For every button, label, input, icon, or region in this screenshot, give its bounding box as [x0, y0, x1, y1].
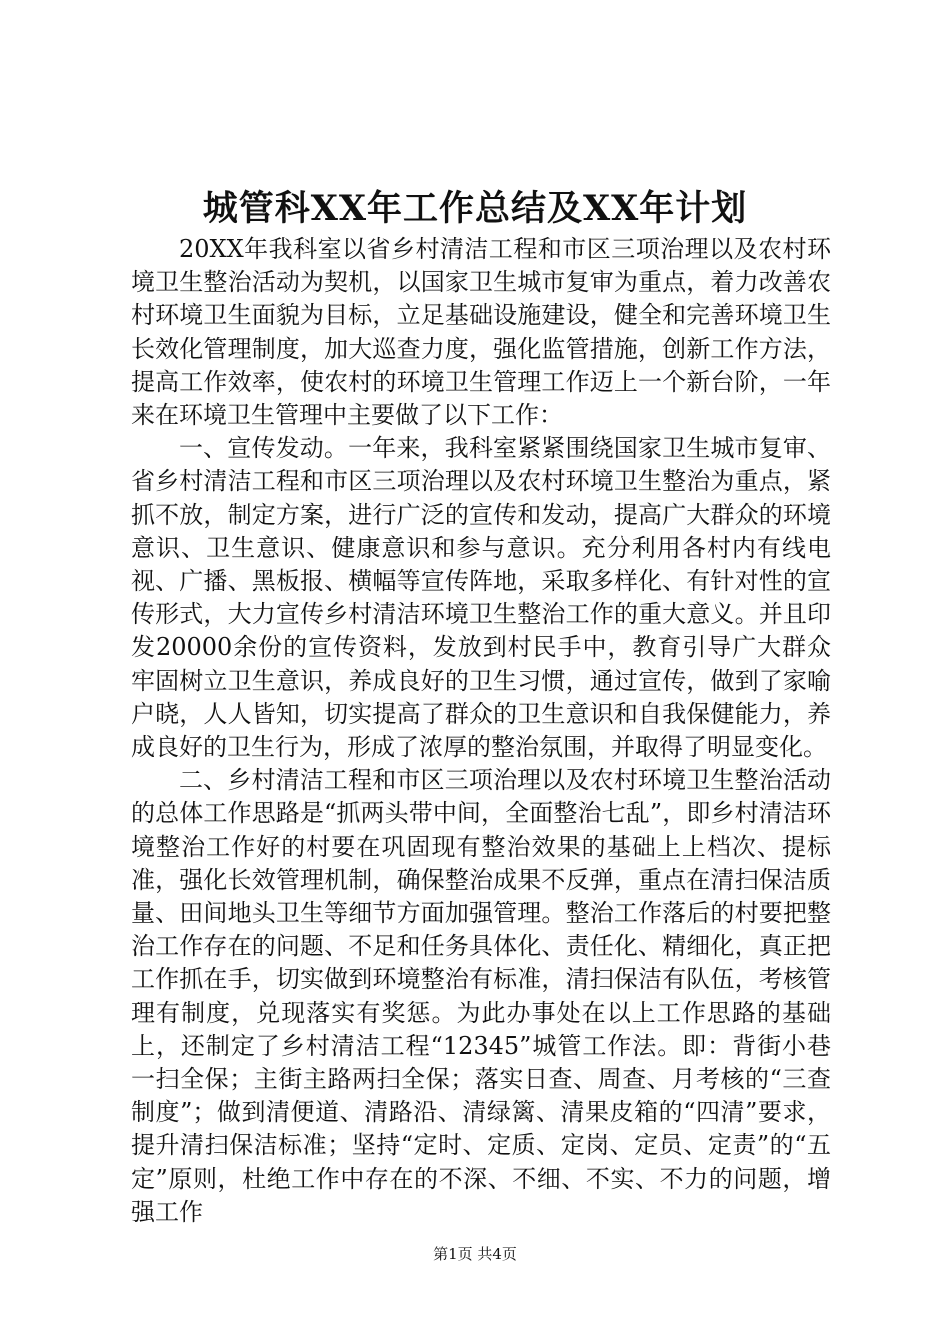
paragraph-intro: 20XX年我科室以省乡村清洁工程和市区三项治理以及农村环境卫生整治活动为契机，以国家卫生城市复审为重点，着力改善农村环境卫生面貌为目标，立足基础设施建设，健全和完善环境卫生长效化管理制度，加大巡查力度，强化监管措施，创新工作方法，提高工作效率，使农村的环境卫生管理工作迈上一个新台阶，一年来在环境卫生管理中主要做了以下工作： — [131, 235, 831, 430]
page-number-footer: 第1页 共4页 — [433, 1245, 517, 1263]
paragraph-section-1: 一、宣传发动。一年来，我科室紧紧围绕国家卫生城市复审、省乡村清洁工程和市区三项治理以及农村环境卫生整治为重点，紧抓不放，制定方案，进行广泛的宣传和发动，提高广大群众的环境意识、卫生意识、健康意识和参与意识。充分利用各村内有线电视、广播、黑板报、横幅等宣传阵地，采取多样化、有针对性的宣传形式，大力宣传乡村清洁环境卫生整治工作的重大意义。并且印发20000余份的宣传资料，发放到村民手中，教育引导广大群众牢固树立卫生意识，养成良好的卫生习惯，通过宣传，做到了家喻户晓，人人皆知，切实提高了群众的卫生意识和自我保健能力，养成良好的卫生行为，形成了浓厚的整治氛围，并取得了明显变化。 — [131, 434, 831, 762]
document-body — [131, 233, 831, 1229]
document-title: 城管科XX年工作总结及XX年计划 — [202, 188, 748, 229]
paragraph-section-2: 二、乡村清洁工程和市区三项治理以及农村环境卫生整治活动的总体工作思路是“抓两头带中间，全面整治七乱”，即乡村清洁环境整治工作好的村要在巩固现有整治效果的基础上上档次、提标准，强化长效管理机制，确保整治成果不反弹，重点在清扫保洁质量、田间地头卫生等细节方面加强管理。整治工作落后的村要把整治工作存在的问题、不足和任务具体化、责任化、精细化，真正把工作抓在手，切实做到环境整治有标准，清扫保洁有队伍，考核管理有制度，兑现落实有奖惩。为此办事处在以上工作思路的基础上，还制定了乡村清洁工程“12345”城管工作法。即：背街小巷一扫全保；主街主路两扫全保；落实日查、周查、月考核的“三查制度”；做到清便道、清路沿、清绿篱、清果皮箱的“四清”要求，提升清扫保洁标准；坚持“定时、定质、定岗、定员、定责”的“五定”原则，杜绝工作中存在的不深、不细、不实、不力的问题，增强工作 — [131, 766, 831, 1226]
